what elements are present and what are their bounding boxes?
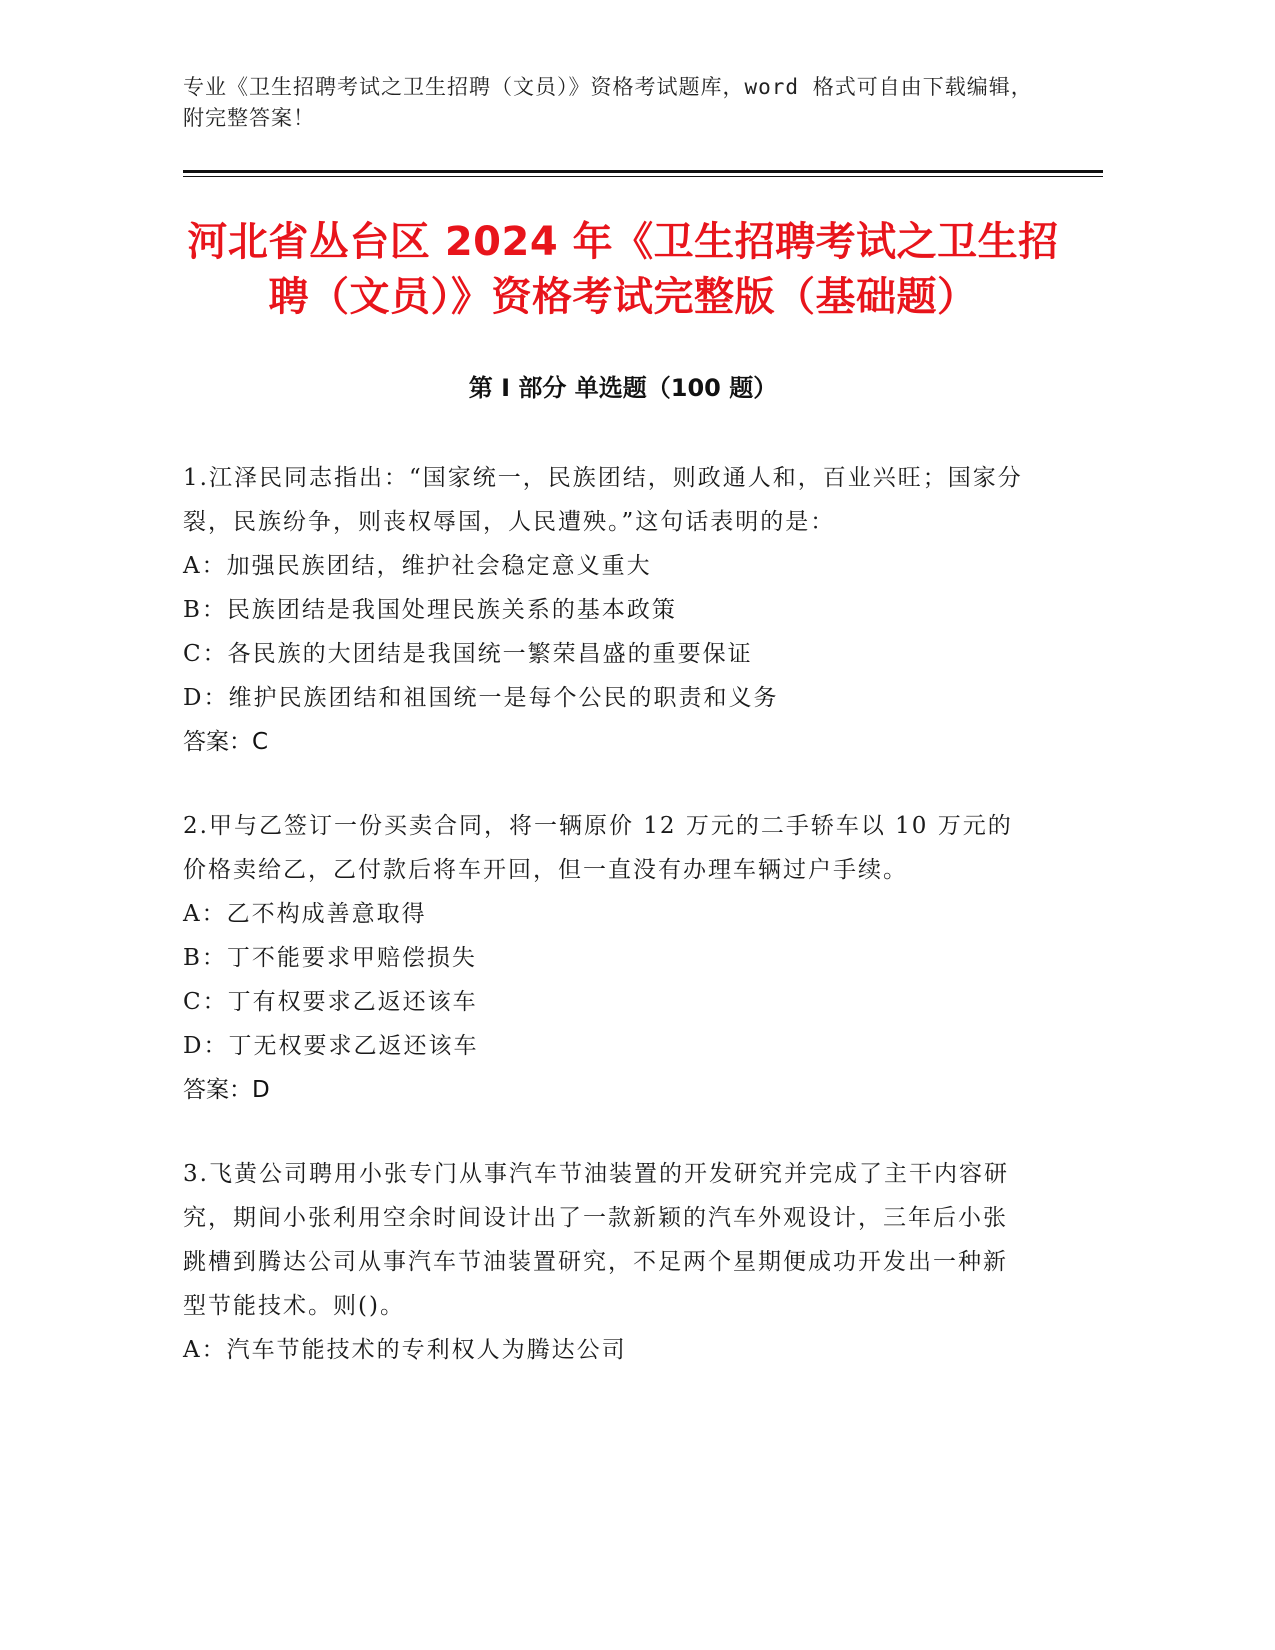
header-note: 专业《卫生招聘考试之卫生招聘（文员）》资格考试题库，word 格式可自由下载编辑，附完整答案！ xyxy=(183,75,1033,130)
question-stem: 2.甲与乙签订一份买卖合同，将一辆原价 12 万元的二手轿车以 10 万元的价格卖给乙，乙付款后将车开回，但一直没有办理车辆过户手续。 xyxy=(183,813,1013,883)
option-c: C：丁有权要求乙返还该车 xyxy=(183,989,478,1015)
question-1 xyxy=(183,456,1023,764)
answer: 答案：D xyxy=(183,1077,270,1103)
option-c: C：各民族的大团结是我国统一繁荣昌盛的重要保证 xyxy=(183,641,753,667)
option-d: D：维护民族团结和祖国统一是每个公民的职责和义务 xyxy=(183,685,779,711)
document-title: 河北省丛台区 2024 年《卫生招聘考试之卫生招聘（文员）》资格考试完整版（基础题） xyxy=(187,219,1059,320)
question-2 xyxy=(183,804,1023,1112)
option-b: B：民族团结是我国处理民族关系的基本政策 xyxy=(183,597,677,623)
option-a: A：汽车节能技术的专利权人为腾达公司 xyxy=(183,1337,627,1363)
option-a: A：乙不构成善意取得 xyxy=(183,901,427,927)
question-list xyxy=(183,456,1023,1412)
option-d: D：丁无权要求乙返还该车 xyxy=(183,1033,479,1059)
option-b: B：丁不能要求甲赔偿损失 xyxy=(183,945,477,971)
question-stem: 3.飞黄公司聘用小张专门从事汽车节油装置的开发研究并完成了主干内容研究，期间小张利用空余时间设计出了一款新颖的汽车外观设计，三年后小张跳槽到腾达公司从事汽车节油装置研究，不足两个星期便成功开发出一种新型节能技术。则()。 xyxy=(183,1161,1009,1319)
header-rule-thick xyxy=(183,170,1103,173)
section-title: 第 I 部分 单选题（100 题） xyxy=(468,374,778,402)
answer: 答案：C xyxy=(183,729,269,755)
question-stem: 1.江泽民同志指出：“国家统一，民族团结，则政通人和，百业兴旺；国家分裂，民族纷争，则丧权辱国，人民遭殃。”这句话表明的是： xyxy=(183,465,1023,535)
option-a: A：加强民族团结，维护社会稳定意义重大 xyxy=(183,553,652,579)
header-rule-thin xyxy=(183,176,1103,177)
question-3 xyxy=(183,1152,1023,1372)
